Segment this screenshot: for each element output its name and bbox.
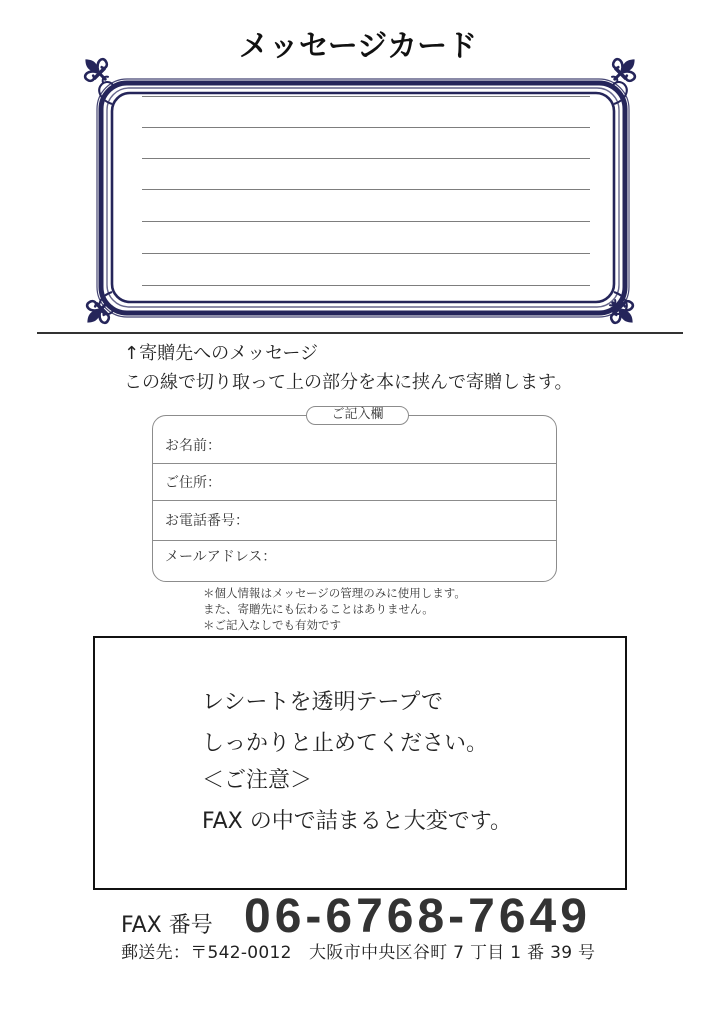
receipt-attachment-box (93, 636, 627, 890)
message-writing-line (142, 189, 590, 190)
frame-outer-border (101, 83, 625, 313)
cut-line (37, 332, 683, 334)
cut-instruction: この線で切り取って上の部分を本に挟んで寄贈します。 (124, 372, 573, 393)
phone-field (153, 501, 556, 541)
frame-inner-border (112, 93, 614, 302)
privacy-note: また、寄贈先にも伝わることはありません。 (203, 602, 434, 616)
message-writing-line (142, 253, 590, 254)
mailing-address: 郵送先：〒542-0012 大阪市中央区谷町 7 丁目 1 番 39 号 (121, 943, 596, 963)
receipt-instruction-line: レシートを透明テープで (202, 690, 444, 715)
email-field (153, 541, 556, 580)
phone-field-label: お電話番号： (165, 513, 249, 529)
frame-sketch-outer (97, 79, 629, 317)
email-field-label: メールアドレス： (165, 549, 277, 565)
address-field (153, 464, 556, 501)
entry-form-tab-label: ご記入欄 (306, 406, 409, 425)
address-field-label: ご住所： (165, 475, 221, 491)
message-writing-line (142, 158, 590, 159)
optional-entry-note: ＊ご記入なしでも有効です (203, 618, 341, 632)
message-writing-line (142, 221, 590, 222)
message-destination-caption: ↑寄贈先へのメッセージ (124, 343, 319, 364)
message-writing-line (142, 127, 590, 128)
privacy-note: ＊個人情報はメッセージの管理のみに使用します。 (203, 586, 466, 600)
caution-heading: ＜ご注意＞ (202, 768, 313, 793)
message-writing-line (142, 285, 590, 286)
fax-number: 06-6768-7649 (244, 890, 591, 943)
name-field-label: お名前： (165, 438, 221, 454)
receipt-instruction-line: しっかりと止めてください。 (202, 731, 489, 756)
fax-label: FAX 番号 (121, 913, 213, 938)
frame-sketch-middle (107, 88, 619, 307)
caution-text: FAX の中で詰まると大変です。 (202, 809, 512, 834)
card-title: メッセージカード (238, 29, 478, 64)
message-writing-line (142, 96, 590, 97)
entry-form (152, 415, 557, 582)
fleur-de-lis-icon (76, 50, 115, 89)
